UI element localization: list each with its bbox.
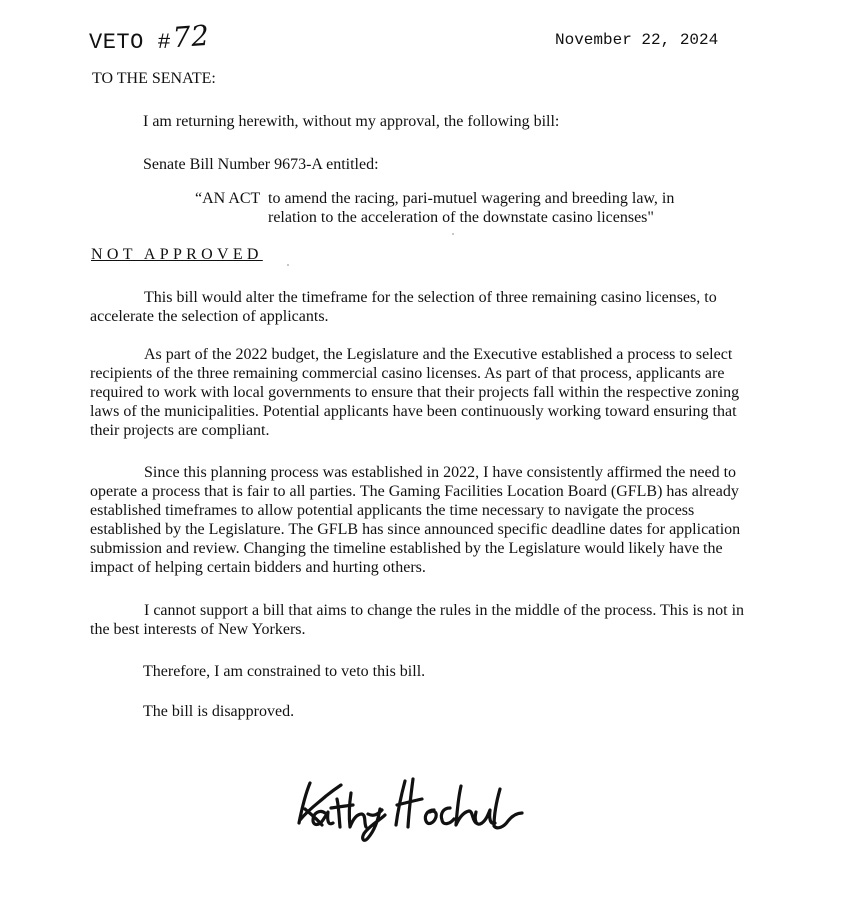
not-approved-heading: NOT APPROVED [91,246,263,263]
act-description-line: to amend the racing, pari-mutuel wagering and breeding law, in [268,190,675,207]
veto-heading [89,18,211,58]
paragraph-bill-summary: This bill would alter the timeframe for the selection of three remaining casino licenses, to accelerate the selection of applicants. [90,289,717,325]
therefore-statement: Therefore, I am constrained to veto this bill. [143,663,426,680]
scan-speck [452,233,454,235]
act-description [268,189,674,227]
paragraph-fair-process: Since this planning process was established in 2022, I have consistently affirmed the need to operate a process that is fair to all parties. The Gaming Facilities Location Board (GFLB) has already established timeframes to allow potential applicants the time necessary to navigate the process established by the Legislature. The GFLB has since announced specific deadline dates for application submission and review. Changing the timeline established by the Legislature would likely have the impact of helping certain bidders and hurting others. [90,464,741,576]
veto-label: VETO # [89,30,172,55]
signature [292,765,528,847]
scan-speck [287,264,289,266]
act-label: “AN ACT [195,190,261,207]
salutation: TO THE SENATE: [92,70,216,87]
returning-statement: I am returning herewith, without my approval, the following bill: [143,113,560,130]
paragraph-budget-process: As part of the 2022 budget, the Legislature and the Executive established a process to select recipients of the three remaining commercial casino licenses. As part of that process, applicants are required to work with local governments to ensure that their projects fall within the respective zoning laws of the municipalities. Potential applicants have been continuously working toward ensuring that their projects are compliant. [90,346,740,439]
disapproved-statement: The bill is disapproved. [143,703,295,720]
veto-number: 72 [171,18,211,55]
act-description-line: relation to the acceleration of the downstate casino licenses" [268,209,654,226]
bill-number-line: Senate Bill Number 9673-A entitled: [143,156,379,173]
signature-drawing [292,765,528,847]
document-date: November 22, 2024 [555,31,719,49]
paragraph-support-rationale: I cannot support a bill that aims to change the rules in the middle of the process. This is not in the best interests of New Yorkers. [90,602,745,638]
